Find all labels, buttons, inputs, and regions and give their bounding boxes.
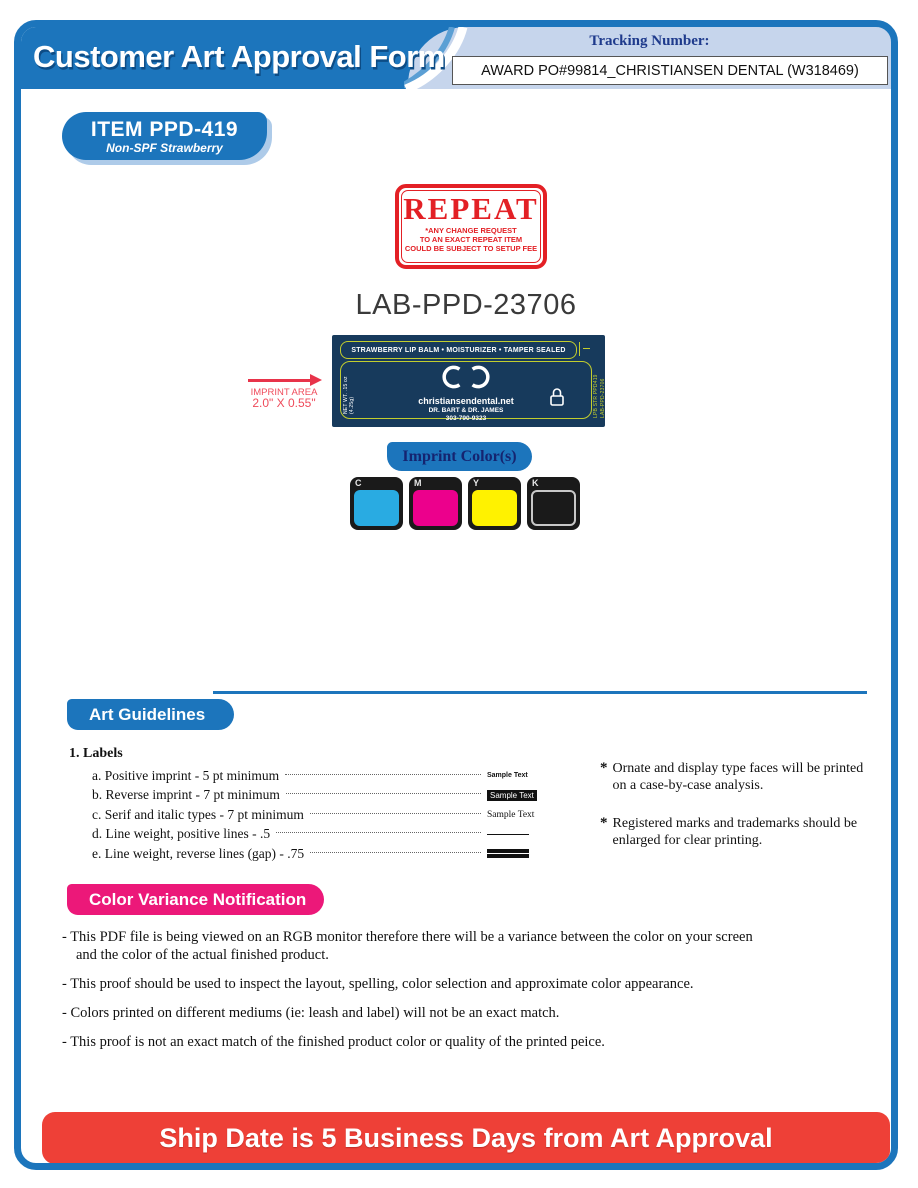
swatch-letter: K (532, 478, 539, 488)
note-text: Ornate and display type faces will be printed on a case-by-case analysis. (612, 761, 864, 793)
guideline-text: a. Positive imprint - 5 pt minimum (92, 767, 280, 783)
guideline-row (92, 805, 547, 825)
dotted-leader (310, 812, 481, 814)
imprint-arrow-head (310, 374, 322, 386)
repeat-note-line3: COULD BE SUBJECT TO SETUP FEE (404, 244, 538, 253)
imprint-area-label: IMPRINT AREA (250, 387, 318, 398)
swatch-black (527, 477, 580, 530)
swatch-chip-cyan (354, 490, 399, 526)
item-flavor: Non-SPF Strawberry (106, 140, 223, 155)
label-artwork (332, 335, 605, 427)
art-guidelines-notes (600, 760, 898, 870)
repeat-stamp (395, 184, 547, 269)
swatch-yellow (468, 477, 521, 530)
note-item (600, 815, 898, 849)
swatch-chip-magenta (413, 490, 458, 526)
guideline-row (92, 786, 547, 806)
color-variance-paragraphs (62, 928, 768, 1062)
sample-reverse-line (487, 849, 529, 858)
swatch-letter: M (414, 478, 422, 488)
label-phone: 303-790-9323 (445, 415, 487, 422)
sample-serif: Sample Text (487, 809, 535, 820)
diecut-mark (579, 342, 580, 356)
proof-item-code: LAB-PPD-23706 (355, 289, 577, 321)
color-variance-badge: Color Variance Notification (67, 884, 324, 915)
form-title: Customer Art Approval Form (33, 39, 445, 74)
header-band (21, 27, 891, 89)
tracking-number-value: AWARD PO#99814_CHRISTIANSEN DENTAL (W318469) (452, 56, 888, 85)
label-right-vertical-2: LAB-PPD-23706 (600, 378, 606, 418)
dotted-leader (285, 773, 481, 775)
variance-paragraph: - This proof is not an exact match of the finished product color or quality of the printed peice. (62, 1034, 605, 1050)
label-net-weight: NET WT. .15 oz (4.25g) (343, 376, 355, 414)
asterisk-bullet: * (600, 815, 608, 831)
sample-positive: Sample Text (487, 772, 528, 780)
cmyk-swatch-row (350, 477, 590, 530)
label-center-content (371, 363, 561, 422)
guideline-row (92, 844, 547, 864)
repeat-stamp-inner (401, 190, 541, 263)
swatch-cyan (350, 477, 403, 530)
repeat-note-line1: *ANY CHANGE REQUEST (425, 226, 517, 235)
dotted-leader (276, 831, 481, 833)
dotted-leader (310, 851, 481, 853)
guideline-text: c. Serif and italic types - 7 pt minimum (92, 806, 304, 822)
label-website: christiansendental.net (418, 396, 514, 406)
asterisk-bullet: * (600, 760, 608, 776)
art-guidelines-badge: Art Guidelines (67, 699, 234, 730)
art-guidelines-rule (213, 691, 867, 694)
imprint-area-note (239, 387, 329, 409)
swatch-letter: C (355, 478, 362, 488)
label-right-vertical-1: LPB STR PPD419 (593, 374, 599, 418)
ship-date-banner: Ship Date is 5 Business Days from Art Approval (42, 1112, 890, 1164)
label-top-strip: STRAWBERRY LIP BALM • MOISTURIZER • TAMPER SEALED (340, 341, 577, 359)
note-item (600, 760, 898, 794)
tracking-number-label: Tracking Number: (589, 33, 710, 49)
sample-reverse: Sample Text (487, 790, 537, 801)
item-number: ITEM PPD-419 (90, 117, 239, 141)
imprint-colors-badge: Imprint Color(s) (387, 442, 532, 471)
variance-paragraph: - This PDF file is being viewed on an RGB monitor therefore there will be a variance between the color on your screen and the color of the actual finished product. (62, 929, 753, 963)
swatch-chip-yellow (472, 490, 517, 526)
variance-paragraph: - Colors printed on different mediums (ie: leash and label) will not be an exact match. (62, 1005, 560, 1021)
label-main-box (340, 361, 592, 422)
guideline-text: e. Line weight, reverse lines (gap) - .75 (92, 845, 305, 861)
guideline-row (92, 766, 547, 786)
item-badge (62, 112, 267, 160)
variance-paragraph: - This proof should be used to inspect the layout, spelling, color selection and approximate color appearance. (62, 976, 694, 992)
diecut-mark (583, 348, 590, 349)
art-guidelines-list (92, 766, 547, 864)
repeat-note-line2: TO AN EXACT REPEAT ITEM (419, 235, 523, 244)
imprint-arrow (248, 379, 312, 382)
guideline-text: b. Reverse imprint - 7 pt minimum (92, 787, 280, 803)
sample-positive-line (487, 834, 529, 836)
guideline-text: d. Line weight, positive lines - .5 (92, 826, 271, 842)
form-frame (14, 20, 898, 1170)
swatch-letter: Y (473, 478, 480, 488)
note-text: Registered marks and trademarks should be enlarged for clear printing. (612, 816, 858, 848)
swatch-magenta (409, 477, 462, 530)
padlock-icon (549, 386, 565, 408)
guideline-row (92, 825, 547, 845)
dotted-leader (286, 792, 481, 794)
label-right-column (593, 362, 606, 418)
imprint-area-size: 2.0" X 0.55" (252, 396, 316, 410)
labels-group-title: 1. Labels (69, 746, 123, 761)
label-doctors: DR. BART & DR. JAMES (428, 407, 504, 414)
repeat-title: REPEAT (403, 191, 539, 226)
swatch-chip-black (531, 490, 576, 526)
cd-logo-icon (435, 363, 497, 391)
